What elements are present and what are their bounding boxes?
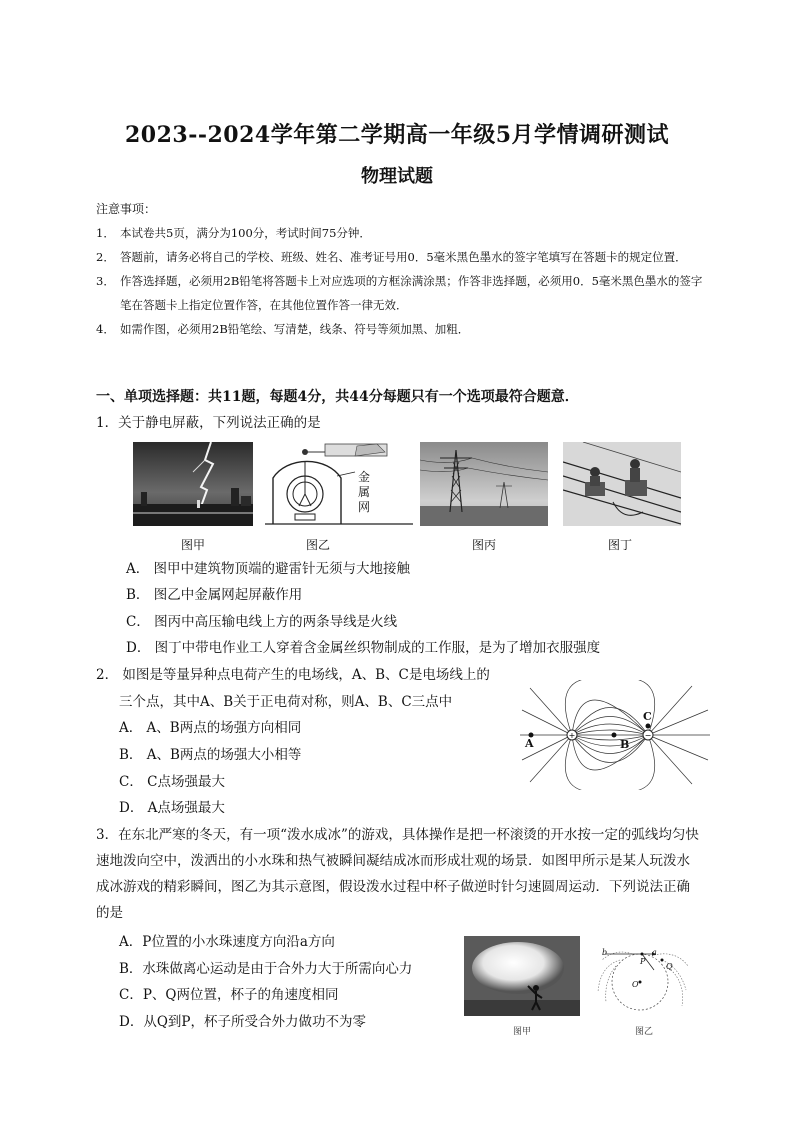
q1-stem: 1．关于静电屏蔽，下列说法正确的是	[96, 415, 321, 431]
exam-subject: 物理试题	[361, 166, 433, 187]
q1-caption-jia: 图甲	[180, 538, 205, 552]
q1-option-b: B． 图乙中金属网起屏蔽作用	[126, 587, 303, 603]
q1-caption-ding: 图丁	[607, 538, 632, 552]
note-text: 答题前，请务必将自己的学校、班级、姓名、准考证号用0．5毫米黑色墨水的签字笔填写在答题卡的规定位置．	[120, 250, 687, 264]
notes-block	[96, 197, 706, 341]
q1-option-c: C． 图丙中高压输电线上方的两条导线是火线	[126, 614, 398, 630]
note-item	[96, 221, 706, 245]
svg-text:−: −	[644, 731, 652, 740]
q2-field-diagram	[520, 680, 710, 790]
notes-heading: 注意事项：	[96, 202, 157, 216]
q2-stem-line2: 三个点，其中A、B关于正电荷对称，则A、B、C三点中	[119, 694, 453, 710]
q3-label-p: P	[640, 957, 646, 966]
q1-caption-bing: 图丙	[471, 538, 496, 552]
note-number: 3．	[96, 274, 115, 288]
note-text: 作答选择题，必须用2B铅笔将答题卡上对应选项的方框涂满涂黑；作答非选择题，必须用0．5毫米黑色墨水的签字笔在答题卡上指定位置作答，在其他位置作答一律无效．	[120, 274, 703, 312]
q3-option-a: A．P位置的小水珠速度方向沿a方向	[119, 934, 335, 950]
note-item	[96, 317, 706, 341]
note-text: 本试卷共5页，满分为100分，考试时间75分钟．	[120, 226, 371, 240]
q3-label-q: Q	[666, 962, 673, 971]
q1-figure-mesh	[265, 442, 413, 526]
note-item	[96, 245, 706, 269]
svg-text:+: +	[568, 731, 576, 740]
q2-point-a: A	[525, 737, 534, 750]
note-item	[96, 269, 706, 317]
q3-option-c: C．P、Q两位置，杯子的角速度相同	[119, 987, 339, 1003]
q2-point-c: C	[643, 710, 652, 723]
q1-figure-workers	[563, 442, 681, 526]
q1-option-d: D． 图丁中带电作业工人穿着含金属丝织物制成的工作服，是为了增加衣服强度	[126, 640, 601, 656]
q1-figure-tower	[420, 442, 548, 526]
q3-stem-text: 3．在东北严寒的冬天，有一项“泼水成冰”的游戏，具体操作是把一杯滚烫的开水按一定的弧线均匀快速地泼向空中，泼洒出的小水珠和热气被瞬间凝结成冰而形成壮观的场景．如图甲所示是某人玩泼水成冰游戏的精彩瞬间，图乙为其示意图，假设泼水过程中杯子做逆时针匀速圆周运动．下列说法正确的是	[96, 827, 699, 921]
q2-option-a: A． A、B两点的场强方向相同	[119, 720, 302, 736]
q1-option-a: A． 图甲中建筑物顶端的避雷针无须与大地接触	[126, 561, 411, 577]
note-text: 如需作图，必须用2B铅笔绘、写清楚，线条、符号等须加黑、加粗．	[120, 322, 470, 336]
q1-figure-lightning	[133, 442, 253, 526]
q3-option-b: B．水珠做离心运动是由于合外力大于所需向心力	[119, 961, 413, 977]
q1-caption-yi: 图乙	[305, 538, 330, 552]
note-number: 4．	[96, 322, 115, 336]
q2-stem-line1: 2． 如图是等量异种点电荷产生的电场线，A、B、C是电场线上的	[96, 667, 490, 683]
note-number: 2．	[96, 250, 115, 264]
q3-figure-splash	[464, 936, 580, 1016]
q3-stem	[96, 822, 702, 926]
q3-option-d: D．从Q到P，杯子所受合外力做功不为零	[119, 1014, 366, 1030]
q3-label-o: O	[632, 980, 639, 989]
q1-mesh-label: 金属网	[357, 470, 370, 514]
q2-option-b: B． A、B两点的场强大小相等	[119, 747, 302, 763]
q3-label-a: a	[652, 948, 657, 957]
q3-figure-circle	[596, 930, 692, 1016]
note-number: 1．	[96, 226, 115, 240]
q2-point-b: B	[620, 738, 630, 751]
q2-option-c: C． C点场强最大	[119, 774, 225, 790]
q3-caption-yi: 图乙	[634, 1027, 653, 1037]
q3-label-b: b	[602, 948, 608, 957]
q3-caption-jia: 图甲	[512, 1027, 531, 1037]
q2-option-d: D． A点场强最大	[119, 800, 225, 816]
exam-title: 2023--2024学年第二学期高一年级5月学情调研测试	[124, 122, 670, 148]
section-heading: 一、单项选择题：共11题，每题4分，共44分每题只有一个选项最符合题意．	[96, 389, 579, 405]
